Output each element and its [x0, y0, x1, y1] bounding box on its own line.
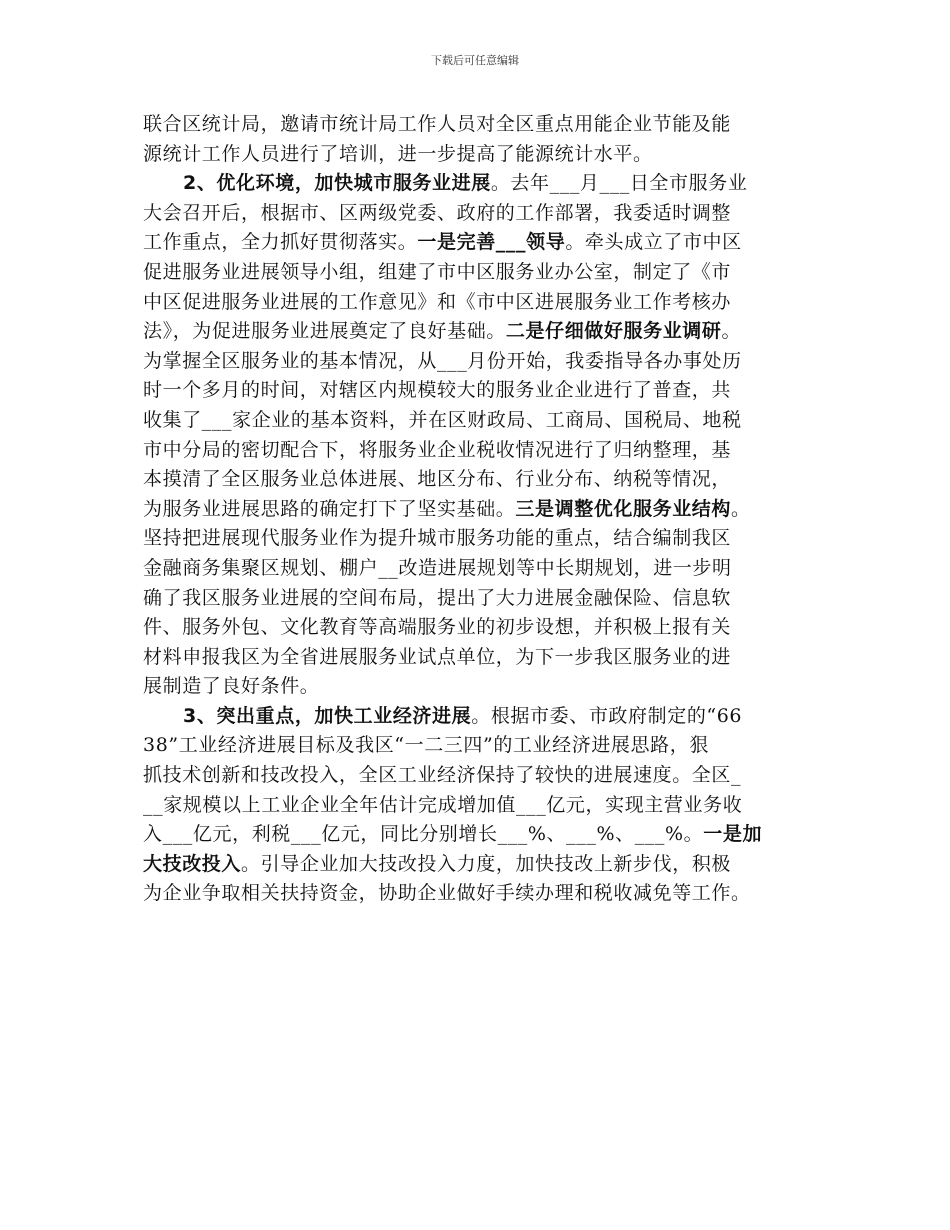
text-line: 促进服务业进展领导小组，组建了市中区服务业办公室，制定了《市: [143, 260, 732, 283]
text-line: 源统计工作人员进行了培训，进一步提高了能源统计水平。: [143, 142, 653, 165]
text-line: [143, 702, 810, 732]
body-text: [143, 110, 810, 909]
text-line: [143, 228, 810, 258]
text-segment: 工作重点，全力抓好贯彻落实。: [143, 231, 418, 254]
text-segment: 。: [721, 320, 742, 343]
text-line: 为掌握全区服务业的基本情况，从___月份开始，我委指导各办事处历: [143, 349, 742, 372]
document-body: [143, 110, 810, 909]
text-segment: 。: [731, 497, 751, 520]
text-line: 本摸清了全区服务业总体进展、地区分布、行业分布、纳税等情况，: [143, 468, 732, 491]
text-line: [143, 820, 810, 850]
text-line: 时一个多月的时间，对辖区内规模较大的服务业企业进行了普查，共: [143, 379, 732, 402]
bold-heading-text: 一是完善___领导: [417, 231, 566, 254]
text-line: [143, 169, 810, 199]
text-segment: 。牵头成立了市中区: [565, 231, 742, 254]
page-header: 下载后可任意编辑: [431, 54, 519, 67]
bold-heading-text: 三是调整优化服务业结构: [515, 497, 732, 520]
text-line: 金融商务集聚区规划、棚户__改造进展规划等中长期规划，进一步明: [143, 556, 732, 579]
text-line: 抓技术创新和技改投入，全区工业经济保持了较快的进展速度。全区_: [143, 764, 742, 787]
text-line: __家规模以上工业企业全年估计完成增加值___亿元，实现主营业务收: [143, 793, 743, 816]
text-segment: 为服务业进展思路的确定打下了坚实基础。: [143, 497, 516, 520]
text-line: 坚持把进展现代服务业作为提升城市服务功能的重点，结合编制我区: [143, 527, 732, 550]
text-line: 大会召开后，根据市、区两级党委、政府的工作部署，我委适时调整: [143, 201, 732, 224]
bold-heading-text: 一是加: [703, 823, 763, 846]
text-line: 为企业争取相关扶持资金，协助企业做好手续办理和税收减免等工作。: [143, 882, 751, 905]
text-segment: 。去年___月___日全市服务业: [490, 172, 748, 195]
text-segment: 法》，为促进服务业进展奠定了良好基础。: [143, 320, 506, 343]
text-line: [143, 850, 810, 880]
text-line: 市中分局的密切配合下，将服务业企业税收情况进行了归纳整理，基: [143, 438, 732, 461]
text-line: 中区促进服务业进展的工作意见》和《市中区进展服务业工作考核办: [143, 290, 732, 313]
text-line: 38”工业经济进展目标及我区“一二三四”的工业经济进展思路，狠: [143, 734, 709, 757]
bold-heading-text: 2、优化环境，加快城市服务业进展: [183, 172, 491, 195]
text-line: 确了我区服务业进展的空间布局，提出了大力进展金融保险、信息软: [143, 586, 732, 609]
text-line: 展制造了良好条件。: [143, 675, 320, 698]
text-line: 件、服务外包、文化教育等高端服务业的初步设想，并积极上报有关: [143, 616, 732, 639]
text-segment: 。根据市委、市政府制定的“66: [471, 704, 743, 727]
text-line: 材料申报我区为全省进展服务业试点单位，为下一步我区服务业的进: [143, 645, 732, 668]
bold-heading-text: 3、突出重点，加快工业经济进展: [183, 704, 472, 727]
bold-heading-text: 二是仔细做好服务业调研: [505, 320, 722, 343]
text-segment: 入___亿元，利税___亿元，同比分别增长___%、___%、___%。: [143, 823, 704, 846]
text-line: 收集了___家企业的基本资料，并在区财政局、工商局、国税局、地税: [143, 408, 742, 431]
text-segment: 。引导企业加大技改投入力度，加快技改上新步伐，积极: [241, 852, 732, 875]
text-line: [143, 317, 810, 347]
bold-heading-text: 大技改投入: [143, 852, 242, 875]
text-line: 联合区统计局，邀请市统计局工作人员对全区重点用能企业节能及能: [143, 113, 732, 135]
text-line: [143, 495, 810, 525]
